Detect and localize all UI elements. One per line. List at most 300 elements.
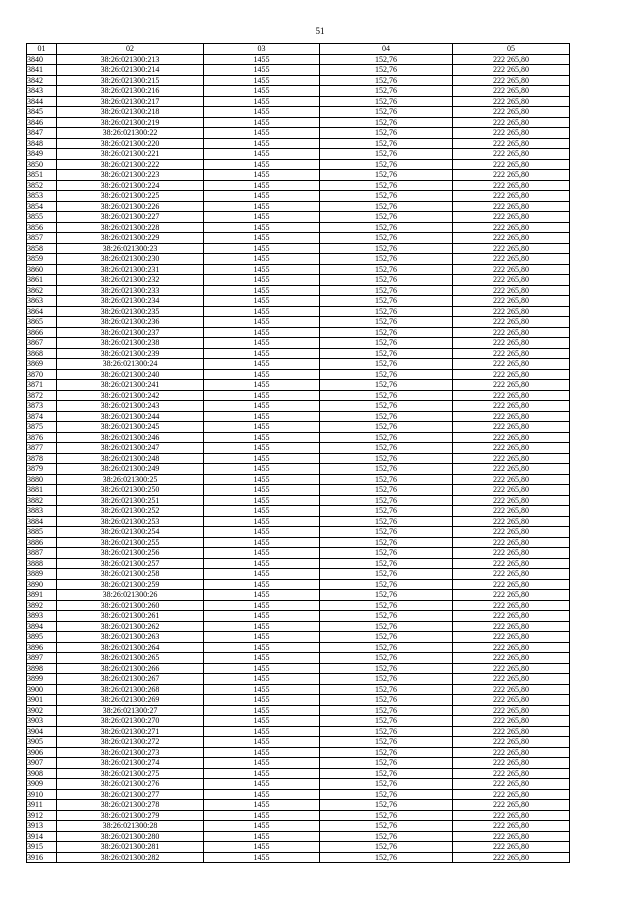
amount-cell: 222 265,80	[453, 296, 570, 307]
cadastral-number-cell: 38:26:021300:282	[57, 852, 204, 863]
rate-cell: 152,76	[320, 117, 453, 128]
row-number-cell: 3874	[27, 411, 57, 422]
amount-cell: 222 265,80	[453, 117, 570, 128]
amount-cell: 222 265,80	[453, 128, 570, 139]
cadastral-number-cell: 38:26:021300:241	[57, 380, 204, 391]
amount-cell: 222 265,80	[453, 842, 570, 853]
row-number-cell: 3901	[27, 695, 57, 706]
cadastral-number-cell: 38:26:021300:229	[57, 233, 204, 244]
cadastral-number-cell: 38:26:021300:231	[57, 264, 204, 275]
rate-cell: 152,76	[320, 716, 453, 727]
table-row	[27, 611, 570, 622]
amount-cell: 222 265,80	[453, 65, 570, 76]
row-number-cell: 3877	[27, 443, 57, 454]
cadastral-number-cell: 38:26:021300:247	[57, 443, 204, 454]
cadastral-number-cell: 38:26:021300:278	[57, 800, 204, 811]
row-number-cell: 3851	[27, 170, 57, 181]
table-row	[27, 443, 570, 454]
row-number-cell: 3879	[27, 464, 57, 475]
amount-cell: 222 265,80	[453, 726, 570, 737]
table-row	[27, 233, 570, 244]
row-number-cell: 3890	[27, 579, 57, 590]
row-number-cell: 3864	[27, 306, 57, 317]
table-row	[27, 726, 570, 737]
amount-cell: 222 265,80	[453, 275, 570, 286]
rate-cell: 152,76	[320, 149, 453, 160]
amount-cell: 222 265,80	[453, 390, 570, 401]
table-row	[27, 737, 570, 748]
rate-cell: 152,76	[320, 569, 453, 580]
rate-cell: 152,76	[320, 632, 453, 643]
rate-cell: 152,76	[320, 275, 453, 286]
cadastral-number-cell: 38:26:021300:24	[57, 359, 204, 370]
value-cell: 1455	[204, 285, 320, 296]
rate-cell: 152,76	[320, 821, 453, 832]
row-number-cell: 3846	[27, 117, 57, 128]
table-row	[27, 548, 570, 559]
table-row	[27, 96, 570, 107]
row-number-cell: 3872	[27, 390, 57, 401]
value-cell: 1455	[204, 348, 320, 359]
row-number-cell: 3910	[27, 789, 57, 800]
rate-cell: 152,76	[320, 768, 453, 779]
rate-cell: 152,76	[320, 380, 453, 391]
value-cell: 1455	[204, 201, 320, 212]
value-cell: 1455	[204, 569, 320, 580]
amount-cell: 222 265,80	[453, 516, 570, 527]
table-row	[27, 348, 570, 359]
rate-cell: 152,76	[320, 96, 453, 107]
amount-cell: 222 265,80	[453, 201, 570, 212]
cadastral-number-cell: 38:26:021300:272	[57, 737, 204, 748]
row-number-cell: 3880	[27, 474, 57, 485]
rate-cell: 152,76	[320, 296, 453, 307]
amount-cell: 222 265,80	[453, 380, 570, 391]
row-number-cell: 3897	[27, 653, 57, 664]
cadastral-number-cell: 38:26:021300:28	[57, 821, 204, 832]
amount-cell: 222 265,80	[453, 684, 570, 695]
amount-cell: 222 265,80	[453, 821, 570, 832]
table-row	[27, 831, 570, 842]
value-cell: 1455	[204, 831, 320, 842]
amount-cell: 222 265,80	[453, 653, 570, 664]
table-row	[27, 674, 570, 685]
row-number-cell: 3900	[27, 684, 57, 695]
value-cell: 1455	[204, 180, 320, 191]
row-number-cell: 3913	[27, 821, 57, 832]
row-number-cell: 3912	[27, 810, 57, 821]
cadastral-number-cell: 38:26:021300:276	[57, 779, 204, 790]
value-cell: 1455	[204, 716, 320, 727]
rate-cell: 152,76	[320, 611, 453, 622]
value-cell: 1455	[204, 422, 320, 433]
cadastral-number-cell: 38:26:021300:265	[57, 653, 204, 664]
value-cell: 1455	[204, 842, 320, 853]
cadastral-number-cell: 38:26:021300:244	[57, 411, 204, 422]
row-number-cell: 3866	[27, 327, 57, 338]
amount-cell: 222 265,80	[453, 495, 570, 506]
amount-cell: 222 265,80	[453, 233, 570, 244]
value-cell: 1455	[204, 590, 320, 601]
cadastral-number-cell: 38:26:021300:214	[57, 65, 204, 76]
rate-cell: 152,76	[320, 810, 453, 821]
table-row	[27, 422, 570, 433]
table-header-row	[27, 44, 570, 55]
value-cell: 1455	[204, 170, 320, 181]
row-number-cell: 3898	[27, 663, 57, 674]
cadastral-number-cell: 38:26:021300:251	[57, 495, 204, 506]
rate-cell: 152,76	[320, 201, 453, 212]
row-number-cell: 3850	[27, 159, 57, 170]
value-cell: 1455	[204, 138, 320, 149]
cadastral-number-cell: 38:26:021300:220	[57, 138, 204, 149]
cadastral-number-cell: 38:26:021300:27	[57, 705, 204, 716]
value-cell: 1455	[204, 768, 320, 779]
row-number-cell: 3865	[27, 317, 57, 328]
table-row	[27, 180, 570, 191]
row-number-cell: 3876	[27, 432, 57, 443]
table-row	[27, 516, 570, 527]
table-row	[27, 170, 570, 181]
rate-cell: 152,76	[320, 495, 453, 506]
table-row	[27, 558, 570, 569]
cadastral-number-cell: 38:26:021300:258	[57, 569, 204, 580]
table-row	[27, 201, 570, 212]
value-cell: 1455	[204, 317, 320, 328]
cadastral-number-cell: 38:26:021300:256	[57, 548, 204, 559]
value-cell: 1455	[204, 243, 320, 254]
cadastral-number-cell: 38:26:021300:215	[57, 75, 204, 86]
rate-cell: 152,76	[320, 159, 453, 170]
table-row	[27, 222, 570, 233]
cadastral-number-cell: 38:26:021300:248	[57, 453, 204, 464]
rate-cell: 152,76	[320, 443, 453, 454]
value-cell: 1455	[204, 191, 320, 202]
cadastral-number-cell: 38:26:021300:23	[57, 243, 204, 254]
cadastral-number-cell: 38:26:021300:277	[57, 789, 204, 800]
value-cell: 1455	[204, 233, 320, 244]
rate-cell: 152,76	[320, 705, 453, 716]
row-number-cell: 3849	[27, 149, 57, 160]
row-number-cell: 3840	[27, 54, 57, 65]
table-row	[27, 380, 570, 391]
row-number-cell: 3881	[27, 485, 57, 496]
amount-cell: 222 265,80	[453, 695, 570, 706]
amount-cell: 222 265,80	[453, 758, 570, 769]
value-cell: 1455	[204, 779, 320, 790]
cadastral-number-cell: 38:26:021300:264	[57, 642, 204, 653]
rate-cell: 152,76	[320, 86, 453, 97]
table-row	[27, 684, 570, 695]
rate-cell: 152,76	[320, 180, 453, 191]
amount-cell: 222 265,80	[453, 632, 570, 643]
cadastral-number-cell: 38:26:021300:240	[57, 369, 204, 380]
cadastral-number-cell: 38:26:021300:252	[57, 506, 204, 517]
row-number-cell: 3861	[27, 275, 57, 286]
cadastral-number-cell: 38:26:021300:238	[57, 338, 204, 349]
column-header-03: 03	[204, 44, 320, 55]
value-cell: 1455	[204, 411, 320, 422]
amount-cell: 222 265,80	[453, 831, 570, 842]
cadastral-number-cell: 38:26:021300:259	[57, 579, 204, 590]
cadastral-number-cell: 38:26:021300:274	[57, 758, 204, 769]
rate-cell: 152,76	[320, 212, 453, 223]
table-row	[27, 107, 570, 118]
cadastral-number-cell: 38:26:021300:281	[57, 842, 204, 853]
value-cell: 1455	[204, 527, 320, 538]
value-cell: 1455	[204, 474, 320, 485]
table-row	[27, 86, 570, 97]
rate-cell: 152,76	[320, 348, 453, 359]
row-number-cell: 3885	[27, 527, 57, 538]
value-cell: 1455	[204, 821, 320, 832]
row-number-cell: 3894	[27, 621, 57, 632]
value-cell: 1455	[204, 359, 320, 370]
table-row	[27, 254, 570, 265]
rate-cell: 152,76	[320, 254, 453, 265]
amount-cell: 222 265,80	[453, 86, 570, 97]
table-row	[27, 317, 570, 328]
table-row	[27, 464, 570, 475]
amount-cell: 222 265,80	[453, 674, 570, 685]
amount-cell: 222 265,80	[453, 789, 570, 800]
value-cell: 1455	[204, 621, 320, 632]
amount-cell: 222 265,80	[453, 359, 570, 370]
table-row	[27, 810, 570, 821]
rate-cell: 152,76	[320, 285, 453, 296]
row-number-cell: 3907	[27, 758, 57, 769]
value-cell: 1455	[204, 758, 320, 769]
rate-cell: 152,76	[320, 579, 453, 590]
rate-cell: 152,76	[320, 411, 453, 422]
row-number-cell: 3870	[27, 369, 57, 380]
rate-cell: 152,76	[320, 548, 453, 559]
cadastral-number-cell: 38:26:021300:224	[57, 180, 204, 191]
value-cell: 1455	[204, 464, 320, 475]
table-row	[27, 285, 570, 296]
amount-cell: 222 265,80	[453, 254, 570, 265]
row-number-cell: 3857	[27, 233, 57, 244]
value-cell: 1455	[204, 275, 320, 286]
table-row	[27, 495, 570, 506]
value-cell: 1455	[204, 747, 320, 758]
row-number-cell: 3842	[27, 75, 57, 86]
amount-cell: 222 265,80	[453, 558, 570, 569]
table-row	[27, 306, 570, 317]
cadastral-number-cell: 38:26:021300:213	[57, 54, 204, 65]
row-number-cell: 3892	[27, 600, 57, 611]
value-cell: 1455	[204, 149, 320, 160]
rate-cell: 152,76	[320, 726, 453, 737]
value-cell: 1455	[204, 264, 320, 275]
rate-cell: 152,76	[320, 338, 453, 349]
cadastral-number-cell: 38:26:021300:250	[57, 485, 204, 496]
value-cell: 1455	[204, 443, 320, 454]
value-cell: 1455	[204, 222, 320, 233]
cadastral-number-cell: 38:26:021300:261	[57, 611, 204, 622]
value-cell: 1455	[204, 810, 320, 821]
data-table	[26, 43, 570, 863]
table-row	[27, 779, 570, 790]
amount-cell: 222 265,80	[453, 107, 570, 118]
rate-cell: 152,76	[320, 128, 453, 139]
cadastral-number-cell: 38:26:021300:226	[57, 201, 204, 212]
amount-cell: 222 265,80	[453, 642, 570, 653]
cadastral-number-cell: 38:26:021300:232	[57, 275, 204, 286]
row-number-cell: 3844	[27, 96, 57, 107]
cadastral-number-cell: 38:26:021300:225	[57, 191, 204, 202]
row-number-cell: 3860	[27, 264, 57, 275]
rate-cell: 152,76	[320, 191, 453, 202]
amount-cell: 222 265,80	[453, 579, 570, 590]
cadastral-number-cell: 38:26:021300:268	[57, 684, 204, 695]
rate-cell: 152,76	[320, 107, 453, 118]
row-number-cell: 3893	[27, 611, 57, 622]
amount-cell: 222 265,80	[453, 474, 570, 485]
cadastral-number-cell: 38:26:021300:227	[57, 212, 204, 223]
table-row	[27, 54, 570, 65]
row-number-cell: 3887	[27, 548, 57, 559]
amount-cell: 222 265,80	[453, 600, 570, 611]
rate-cell: 152,76	[320, 674, 453, 685]
table-row	[27, 401, 570, 412]
amount-cell: 222 265,80	[453, 369, 570, 380]
value-cell: 1455	[204, 548, 320, 559]
table-row	[27, 842, 570, 853]
amount-cell: 222 265,80	[453, 716, 570, 727]
value-cell: 1455	[204, 296, 320, 307]
value-cell: 1455	[204, 579, 320, 590]
column-header-05: 05	[453, 44, 570, 55]
table-row	[27, 149, 570, 160]
value-cell: 1455	[204, 96, 320, 107]
cadastral-number-cell: 38:26:021300:246	[57, 432, 204, 443]
table-row	[27, 327, 570, 338]
row-number-cell: 3875	[27, 422, 57, 433]
amount-cell: 222 265,80	[453, 453, 570, 464]
rate-cell: 152,76	[320, 789, 453, 800]
table-row	[27, 695, 570, 706]
row-number-cell: 3845	[27, 107, 57, 118]
cadastral-number-cell: 38:26:021300:245	[57, 422, 204, 433]
rate-cell: 152,76	[320, 390, 453, 401]
cadastral-number-cell: 38:26:021300:253	[57, 516, 204, 527]
value-cell: 1455	[204, 642, 320, 653]
table-row	[27, 747, 570, 758]
amount-cell: 222 265,80	[453, 485, 570, 496]
table-row	[27, 590, 570, 601]
row-number-cell: 3903	[27, 716, 57, 727]
table-row	[27, 159, 570, 170]
value-cell: 1455	[204, 86, 320, 97]
rate-cell: 152,76	[320, 590, 453, 601]
cadastral-number-cell: 38:26:021300:221	[57, 149, 204, 160]
cadastral-number-cell: 38:26:021300:25	[57, 474, 204, 485]
row-number-cell: 3884	[27, 516, 57, 527]
value-cell: 1455	[204, 611, 320, 622]
rate-cell: 152,76	[320, 663, 453, 674]
row-number-cell: 3878	[27, 453, 57, 464]
rate-cell: 152,76	[320, 527, 453, 538]
value-cell: 1455	[204, 789, 320, 800]
row-number-cell: 3891	[27, 590, 57, 601]
row-number-cell: 3889	[27, 569, 57, 580]
cadastral-number-cell: 38:26:021300:228	[57, 222, 204, 233]
cadastral-number-cell: 38:26:021300:26	[57, 590, 204, 601]
rate-cell: 152,76	[320, 54, 453, 65]
value-cell: 1455	[204, 390, 320, 401]
amount-cell: 222 265,80	[453, 852, 570, 863]
rate-cell: 152,76	[320, 800, 453, 811]
rate-cell: 152,76	[320, 621, 453, 632]
table-row	[27, 621, 570, 632]
rate-cell: 152,76	[320, 233, 453, 244]
table-row	[27, 600, 570, 611]
value-cell: 1455	[204, 327, 320, 338]
value-cell: 1455	[204, 674, 320, 685]
value-cell: 1455	[204, 54, 320, 65]
cadastral-number-cell: 38:26:021300:271	[57, 726, 204, 737]
row-number-cell: 3915	[27, 842, 57, 853]
cadastral-number-cell: 38:26:021300:237	[57, 327, 204, 338]
amount-cell: 222 265,80	[453, 432, 570, 443]
rate-cell: 152,76	[320, 306, 453, 317]
table-row	[27, 65, 570, 76]
row-number-cell: 3896	[27, 642, 57, 653]
row-number-cell: 3856	[27, 222, 57, 233]
value-cell: 1455	[204, 516, 320, 527]
value-cell: 1455	[204, 65, 320, 76]
value-cell: 1455	[204, 684, 320, 695]
value-cell: 1455	[204, 338, 320, 349]
amount-cell: 222 265,80	[453, 768, 570, 779]
rate-cell: 152,76	[320, 485, 453, 496]
rate-cell: 152,76	[320, 695, 453, 706]
amount-cell: 222 265,80	[453, 411, 570, 422]
table-row	[27, 663, 570, 674]
row-number-cell: 3859	[27, 254, 57, 265]
cadastral-number-cell: 38:26:021300:239	[57, 348, 204, 359]
row-number-cell: 3902	[27, 705, 57, 716]
table-row	[27, 632, 570, 643]
table-row	[27, 768, 570, 779]
value-cell: 1455	[204, 632, 320, 643]
value-cell: 1455	[204, 537, 320, 548]
row-number-cell: 3906	[27, 747, 57, 758]
amount-cell: 222 265,80	[453, 506, 570, 517]
value-cell: 1455	[204, 75, 320, 86]
row-number-cell: 3899	[27, 674, 57, 685]
amount-cell: 222 265,80	[453, 621, 570, 632]
table-row	[27, 758, 570, 769]
rate-cell: 152,76	[320, 243, 453, 254]
table-row	[27, 390, 570, 401]
row-number-cell: 3852	[27, 180, 57, 191]
table-row	[27, 359, 570, 370]
value-cell: 1455	[204, 653, 320, 664]
rate-cell: 152,76	[320, 453, 453, 464]
cadastral-number-cell: 38:26:021300:243	[57, 401, 204, 412]
column-header-01: 01	[27, 44, 57, 55]
rate-cell: 152,76	[320, 653, 453, 664]
table-row	[27, 191, 570, 202]
cadastral-number-cell: 38:26:021300:280	[57, 831, 204, 842]
cadastral-number-cell: 38:26:021300:217	[57, 96, 204, 107]
amount-cell: 222 265,80	[453, 548, 570, 559]
row-number-cell: 3916	[27, 852, 57, 863]
table-row	[27, 453, 570, 464]
amount-cell: 222 265,80	[453, 590, 570, 601]
